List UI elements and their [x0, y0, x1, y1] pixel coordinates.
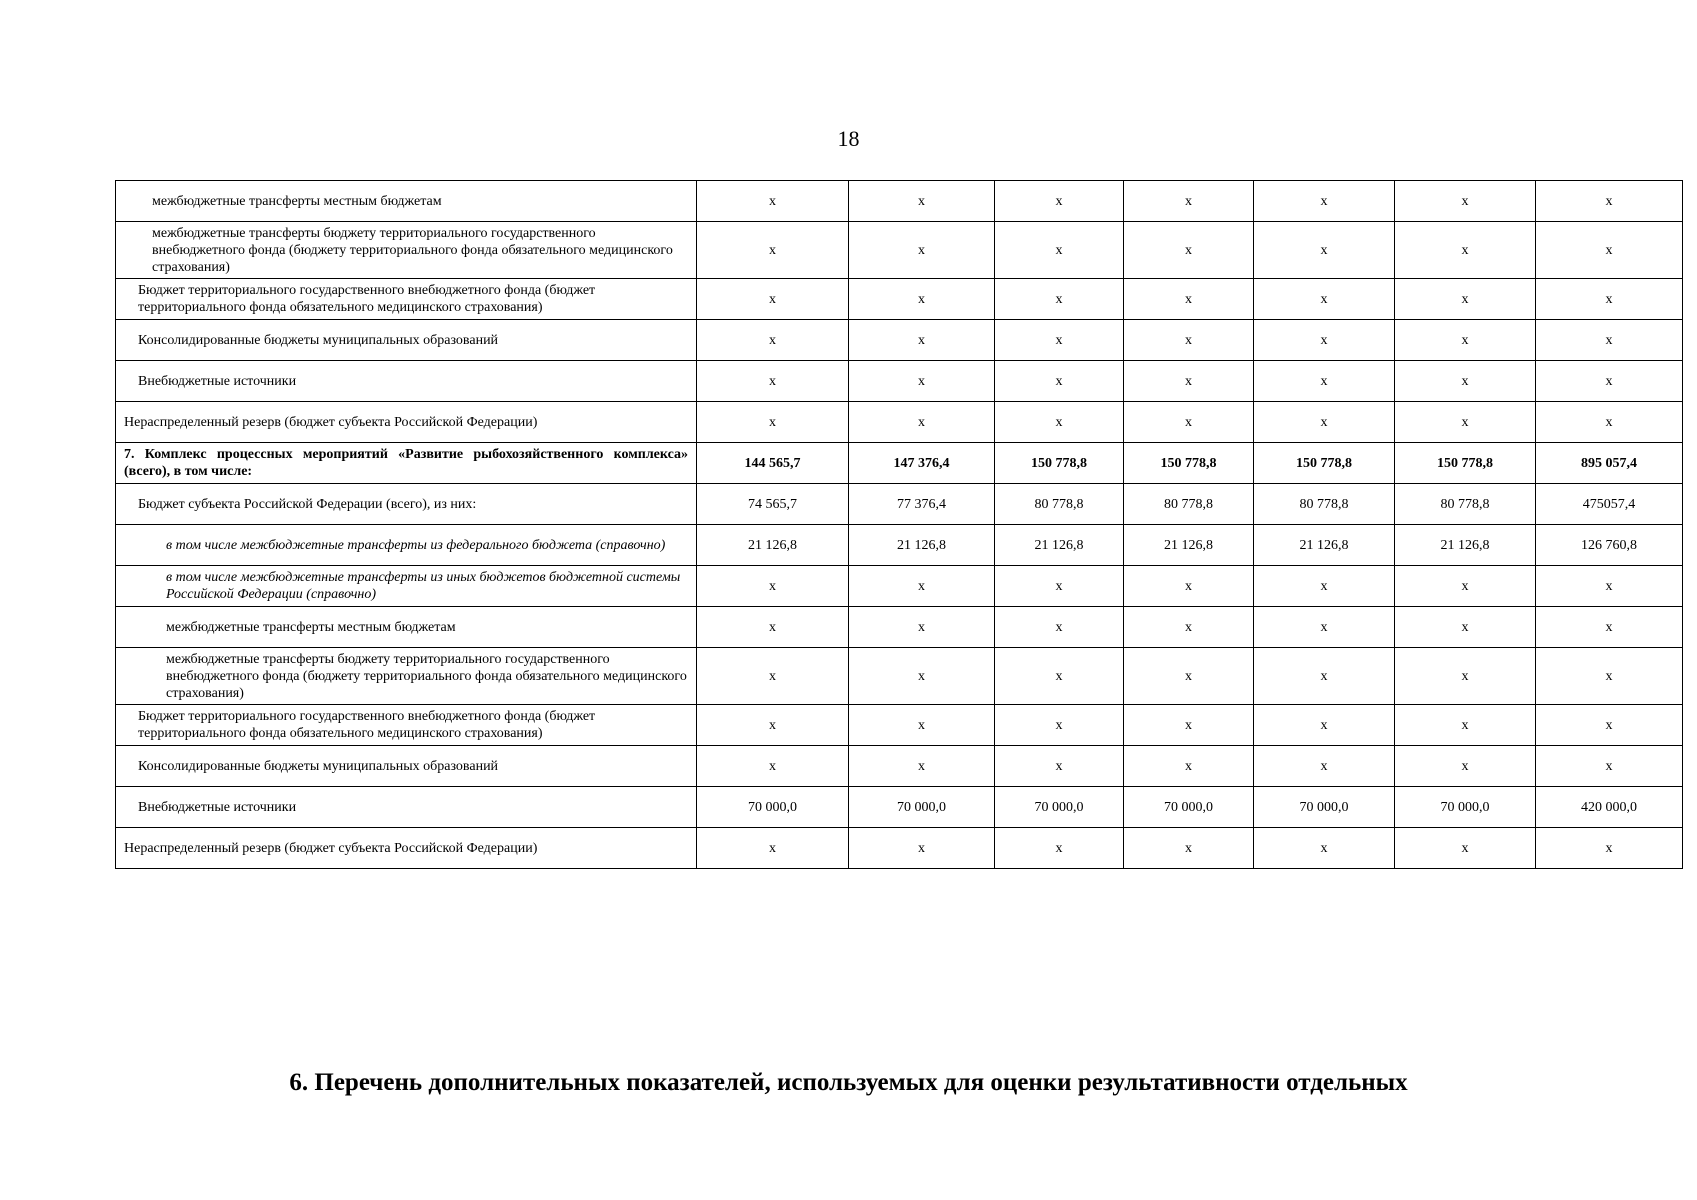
row-label: Бюджет территориального государственного внебюджетного фонда (бюджет территориального фонда обязательного медицинского страхования): [116, 705, 697, 746]
table-row: [116, 648, 1683, 705]
table-row: [116, 361, 1683, 402]
row-label: межбюджетные трансферты бюджету территориального государственного внебюджетного фонда (бюджету территориального фонда обязательного медицинского страхования): [116, 222, 697, 279]
row-value: х: [995, 402, 1124, 443]
row-value: х: [1124, 566, 1254, 607]
row-value: 70 000,0: [697, 787, 849, 828]
row-value: х: [697, 361, 849, 402]
row-value: х: [1395, 279, 1536, 320]
row-value: х: [995, 746, 1124, 787]
row-value: х: [1536, 222, 1683, 279]
row-value: 420 000,0: [1536, 787, 1683, 828]
row-value: х: [849, 279, 995, 320]
table-row: [116, 222, 1683, 279]
row-value: х: [995, 607, 1124, 648]
row-value: х: [1124, 181, 1254, 222]
row-value: х: [1124, 746, 1254, 787]
page-number: 18: [837, 126, 860, 151]
row-value: х: [1395, 361, 1536, 402]
row-value: х: [995, 181, 1124, 222]
row-value: х: [1395, 320, 1536, 361]
row-value: х: [1254, 402, 1395, 443]
row-value: х: [1536, 607, 1683, 648]
row-label: межбюджетные трансферты местным бюджетам: [116, 607, 697, 648]
row-value: х: [849, 181, 995, 222]
row-value: 80 778,8: [1395, 484, 1536, 525]
row-value: х: [849, 607, 995, 648]
row-value: х: [849, 566, 995, 607]
row-value: 147 376,4: [849, 443, 995, 484]
row-value: х: [1254, 222, 1395, 279]
row-value: 150 778,8: [1395, 443, 1536, 484]
row-value: х: [995, 828, 1124, 869]
row-value: х: [1254, 566, 1395, 607]
row-value: х: [1536, 746, 1683, 787]
row-label: межбюджетные трансферты бюджету территориального государственного внебюджетного фонда (бюджету территориального фонда обязательного медицинского страхования): [116, 648, 697, 705]
row-value: х: [1536, 320, 1683, 361]
row-value: х: [1536, 402, 1683, 443]
row-value: х: [995, 566, 1124, 607]
row-value: х: [1536, 566, 1683, 607]
row-value: х: [849, 746, 995, 787]
row-value: х: [1124, 361, 1254, 402]
row-value: 475057,4: [1536, 484, 1683, 525]
row-value: 70 000,0: [995, 787, 1124, 828]
row-value: х: [1395, 566, 1536, 607]
row-value: 150 778,8: [995, 443, 1124, 484]
row-value: х: [1536, 181, 1683, 222]
table-row: [116, 525, 1683, 566]
row-label: в том числе межбюджетные трансферты из федерального бюджета (справочно): [116, 525, 697, 566]
row-value: х: [697, 607, 849, 648]
row-value: х: [697, 828, 849, 869]
row-value: х: [995, 648, 1124, 705]
financing-table: [115, 180, 1683, 869]
row-value: х: [1536, 705, 1683, 746]
row-label: Нераспределенный резерв (бюджет субъекта Российской Федерации): [116, 828, 697, 869]
table-body: [116, 181, 1683, 869]
row-value: х: [1124, 402, 1254, 443]
row-value: х: [697, 746, 849, 787]
table-row: [116, 828, 1683, 869]
row-value: х: [1254, 607, 1395, 648]
row-value: х: [1395, 222, 1536, 279]
row-label: Бюджет субъекта Российской Федерации (всего), из них:: [116, 484, 697, 525]
section-heading: 6. Перечень дополнительных показателей, используемых для оценки результативности отдельных: [289, 1069, 1408, 1096]
row-value: х: [1395, 828, 1536, 869]
row-label: Консолидированные бюджеты муниципальных образований: [116, 320, 697, 361]
row-value: х: [849, 828, 995, 869]
row-value: х: [1254, 705, 1395, 746]
row-value: 70 000,0: [1395, 787, 1536, 828]
table-row: [116, 746, 1683, 787]
row-value: 21 126,8: [849, 525, 995, 566]
row-value: х: [1124, 279, 1254, 320]
table-row: [116, 705, 1683, 746]
row-value: х: [849, 320, 995, 361]
row-value: х: [1254, 181, 1395, 222]
row-value: х: [1395, 746, 1536, 787]
row-value: 21 126,8: [995, 525, 1124, 566]
row-value: х: [1254, 361, 1395, 402]
table-row: [116, 787, 1683, 828]
row-label: межбюджетные трансферты местным бюджетам: [116, 181, 697, 222]
table-row: [116, 607, 1683, 648]
row-value: х: [1254, 746, 1395, 787]
row-value: х: [1124, 607, 1254, 648]
row-value: х: [1254, 279, 1395, 320]
row-value: х: [1536, 279, 1683, 320]
row-value: х: [697, 279, 849, 320]
row-value: 74 565,7: [697, 484, 849, 525]
row-value: х: [849, 648, 995, 705]
row-value: х: [1536, 648, 1683, 705]
row-value: 70 000,0: [849, 787, 995, 828]
row-value: 21 126,8: [1395, 525, 1536, 566]
row-value: х: [1395, 607, 1536, 648]
row-value: 21 126,8: [697, 525, 849, 566]
row-value: х: [1124, 222, 1254, 279]
row-value: 895 057,4: [1536, 443, 1683, 484]
row-value: х: [697, 566, 849, 607]
row-value: х: [995, 320, 1124, 361]
row-value: х: [1124, 648, 1254, 705]
row-value: х: [1395, 705, 1536, 746]
row-value: х: [849, 222, 995, 279]
row-value: 21 126,8: [1254, 525, 1395, 566]
table-row: [116, 181, 1683, 222]
row-value: 150 778,8: [1254, 443, 1395, 484]
row-value: 21 126,8: [1124, 525, 1254, 566]
row-value: х: [1124, 828, 1254, 869]
row-value: 70 000,0: [1124, 787, 1254, 828]
row-value: 77 376,4: [849, 484, 995, 525]
row-value: х: [697, 320, 849, 361]
row-value: х: [697, 705, 849, 746]
row-label: Внебюджетные источники: [116, 361, 697, 402]
row-value: х: [995, 279, 1124, 320]
row-value: х: [1254, 320, 1395, 361]
row-value: х: [697, 648, 849, 705]
row-value: х: [697, 402, 849, 443]
row-value: х: [697, 181, 849, 222]
row-value: х: [1536, 361, 1683, 402]
row-value: х: [1536, 828, 1683, 869]
row-value: х: [1395, 402, 1536, 443]
row-label: Бюджет территориального государственного внебюджетного фонда (бюджет территориального фонда обязательного медицинского страхования): [116, 279, 697, 320]
row-value: 80 778,8: [1124, 484, 1254, 525]
row-label: в том числе межбюджетные трансферты из иных бюджетов бюджетной системы Российской Федерации (справочно): [116, 566, 697, 607]
row-value: х: [1254, 828, 1395, 869]
row-value: х: [849, 402, 995, 443]
row-value: 80 778,8: [995, 484, 1124, 525]
row-value: х: [1124, 320, 1254, 361]
row-value: 70 000,0: [1254, 787, 1395, 828]
row-value: 150 778,8: [1124, 443, 1254, 484]
row-label: Консолидированные бюджеты муниципальных образований: [116, 746, 697, 787]
row-value: х: [995, 705, 1124, 746]
row-value: х: [849, 705, 995, 746]
table-row: [116, 484, 1683, 525]
row-label: Нераспределенный резерв (бюджет субъекта Российской Федерации): [116, 402, 697, 443]
table-row: [116, 566, 1683, 607]
row-value: 80 778,8: [1254, 484, 1395, 525]
row-label: Внебюджетные источники: [116, 787, 697, 828]
row-label: 7. Комплекс процессных мероприятий «Развитие рыбохозяйственного комплекса» (всего), в том числе:: [116, 443, 697, 484]
row-value: х: [995, 222, 1124, 279]
row-value: 144 565,7: [697, 443, 849, 484]
row-value: х: [1395, 648, 1536, 705]
table-row: [116, 279, 1683, 320]
table-row: [116, 443, 1683, 484]
table-row: [116, 320, 1683, 361]
row-value: 126 760,8: [1536, 525, 1683, 566]
table-row: [116, 402, 1683, 443]
row-value: х: [849, 361, 995, 402]
row-value: х: [995, 361, 1124, 402]
row-value: х: [1254, 648, 1395, 705]
row-value: х: [697, 222, 849, 279]
row-value: х: [1395, 181, 1536, 222]
row-value: х: [1124, 705, 1254, 746]
